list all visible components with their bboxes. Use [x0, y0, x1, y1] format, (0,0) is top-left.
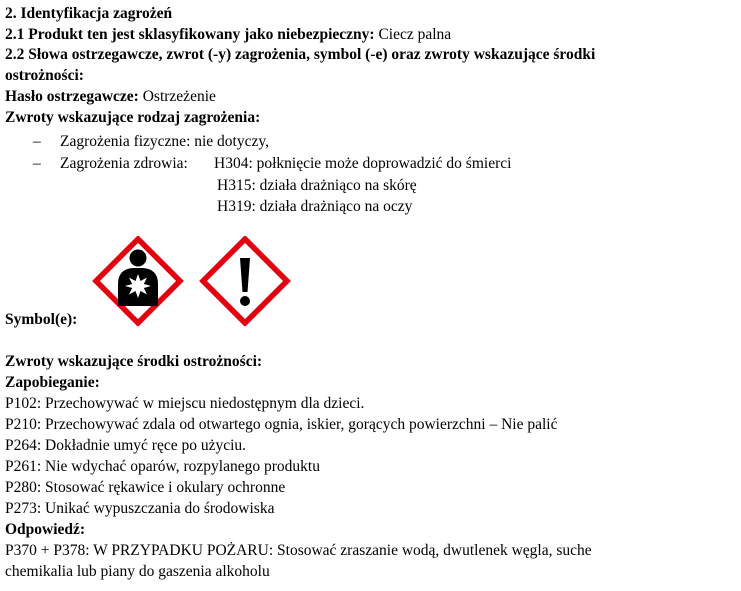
classification-label: 2.1 Produkt ten jest sklasyfikowany jako niebezpieczny:: [5, 26, 375, 43]
prevention-p273: P273: Unikać wypuszczania do środowiska: [5, 500, 275, 517]
prevention-p261: P261: Nie wdychać oparów, rozpylanego produktu: [5, 458, 320, 475]
signal-word-value: Ostrzeżenie: [142, 88, 216, 105]
label-elements-title-line-1: [5, 45, 595, 65]
response-label-line: [5, 520, 85, 540]
label-elements-title-line-2: [5, 66, 84, 86]
health-hazard-label: Zagrożenia zdrowia:: [60, 155, 188, 172]
health-hazard-h319: H319: działa drażniąco na oczy: [217, 198, 413, 215]
section-title: [5, 4, 172, 24]
health-hazard-pictogram-icon: [96, 239, 180, 323]
classification-line: [5, 25, 451, 45]
ghs-pictograms: [92, 236, 292, 326]
classification-value: Ciecz palna: [378, 26, 452, 43]
exclamation-mark-pictogram-icon: [203, 239, 287, 323]
prevention-p280: P280: Stosować rękawice i okulary ochronne: [5, 479, 286, 496]
label-elements-title-l1: 2.2 Słowa ostrzegawcze, zwrot (-y) zagrożenia, symbol (-e) oraz zwroty wskazujące środki: [5, 46, 596, 63]
prevention-p210: P210: Przechowywać zdala od otwartego ognia, iskier, gorących powierzchni – Nie palić: [5, 416, 558, 433]
prevention-p264: P264: Dokładnie umyć ręce po użyciu.: [5, 437, 247, 454]
response-line-1: P370 + P378: W PRZYPADKU POŻARU: Stosować zraszanie wodą, dwutlenek węgla, suche: [5, 542, 592, 559]
signal-word-label: Hasło ostrzegawcze:: [5, 88, 139, 105]
response-line-2: chemikalia lub piany do gaszenia alkoholu: [5, 563, 270, 580]
physical-hazard-text: Zagrożenia fizyczne: nie dotyczy,: [60, 133, 269, 150]
health-hazard-h304: H304: połknięcie może doprowadzić do śmierci: [214, 155, 512, 172]
hazard-statements-title-line: [5, 108, 260, 128]
prevention-p102: P102: Przechowywać w miejscu niedostępnym dla dzieci.: [5, 395, 365, 412]
symbols-label: Symbol(e):: [5, 311, 78, 328]
section-title-text: 2. Identyfikacja zagrożeń: [5, 5, 173, 22]
precautions-title-line: [5, 352, 262, 372]
physical-hazard-dash: –: [33, 133, 41, 150]
prevention-label-line: [5, 373, 100, 393]
label-elements-title-l2: ostrożności:: [5, 67, 84, 84]
prevention-label: Zapobieganie:: [5, 374, 100, 391]
health-hazard-h315: H315: działa drażniąco na skórę: [217, 177, 417, 194]
response-label: Odpowiedź:: [5, 521, 86, 538]
signal-word-line: [5, 87, 216, 107]
precautions-title: Zwroty wskazujące środki ostrożności:: [5, 353, 263, 370]
symbols-label-line: [5, 310, 77, 330]
hazard-statements-title: Zwroty wskazujące rodzaj zagrożenia:: [5, 109, 261, 126]
health-hazard-dash: –: [33, 155, 41, 172]
